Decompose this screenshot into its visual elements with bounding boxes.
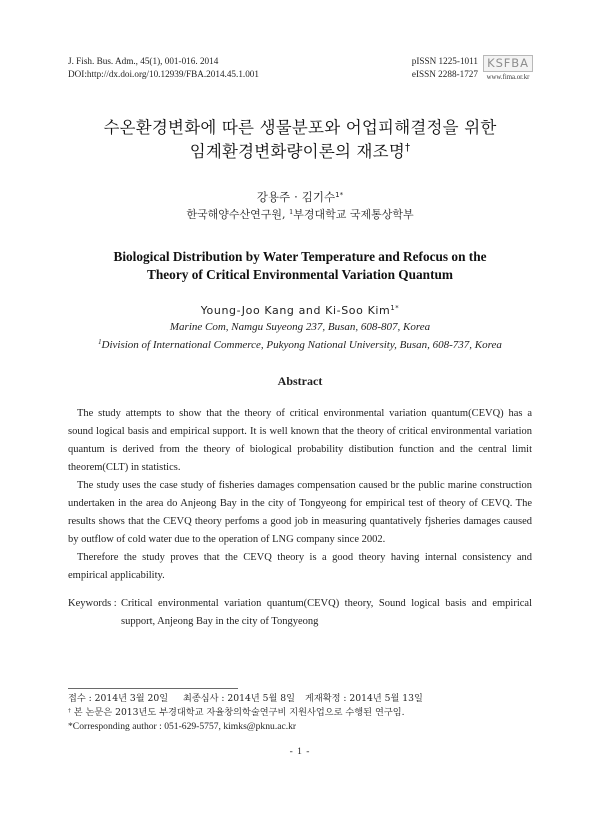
abstract-line: The study attempts to show that the theory of critical environmental variation quantum(CEVQ) has a (77, 408, 532, 419)
abstract-line: undertaken in the area do Anjeong Bay in the city of Tongyeong for empirical test of theory of CEVQ. The (68, 498, 532, 509)
final-review-date: 최종심사 : 2014년 5월 8일 (183, 693, 295, 704)
title-dagger-mark: † (404, 143, 411, 155)
english-affiliation-2-text: Division of International Commerce, Pukyong National University, Busan, 608-737, Korea (101, 339, 502, 351)
author-2-mark: 1* (335, 190, 344, 200)
pissn: pISSN 1225-1011 (411, 56, 478, 66)
footnotes (68, 692, 538, 734)
issn-block (412, 55, 478, 81)
english-affiliations (0, 318, 600, 354)
affiliation-2-mark: 1 (288, 208, 294, 217)
page-number: - 1 - (289, 747, 311, 757)
affiliation-2-korean: 부경대학교 국제통상학부 (293, 208, 414, 221)
footnote-divider (68, 688, 238, 689)
english-authors (0, 303, 600, 319)
korean-title-line-2-text: 임계환경변화량이론의 재조명 (189, 142, 405, 161)
funding-text: 본 논문은 2013년도 부경대학교 자율창의학술연구비 지원사업으로 수행된 연구임. (73, 707, 405, 718)
english-title (0, 248, 600, 284)
abstract-line: Therefore the study proves that the CEVQ theory is a good theory having internal consistency and (77, 552, 532, 563)
abstract-line: by outflow of cold water due to the operation of LNG company since 2002. (68, 534, 386, 545)
accepted-date: 게재확정 : 2014년 5월 13일 (305, 693, 423, 704)
corresponding-author: *Corresponding author : 051-629-5757, kimks@pknu.ac.kr (68, 721, 297, 732)
abstract-line: results shows that the CEVQ theory perfoms a good job in measuring quantatively fjsheries damages caused (68, 516, 532, 527)
english-title-line-2: Theory of Critical Environmental Variation Quantum (147, 267, 453, 282)
english-affiliation-1: Marine Com, Namgu Suyeong 237, Busan, 608-807, Korea (169, 321, 431, 333)
abstract-line: sound logical basis and empirical support. It is well known that the theory of critical environmental variation (68, 426, 532, 437)
journal-website[interactable]: www.fima.or.kr (486, 74, 530, 81)
keywords-list (121, 595, 532, 631)
korean-title-line-1: 수온환경변화에 따른 생물분포와 어업피해결정을 위한 (103, 118, 497, 137)
abstract-line: empirical applicability. (68, 570, 165, 581)
keywords-label: Keywords : (68, 598, 117, 609)
english-affiliation-2 (0, 336, 600, 354)
korean-affiliations (0, 208, 600, 222)
english-author-mark: 1* (390, 304, 400, 313)
author-separator: · (294, 190, 298, 204)
affiliation-1-korean: 한국해양수산연구원, (186, 208, 286, 221)
journal-header (68, 55, 259, 81)
english-author-names: Young-Joo Kang and Ki-Soo Kim (200, 304, 391, 317)
received-date: 접수 : 2014년 3월 20일 (68, 693, 169, 704)
korean-authors (0, 190, 600, 204)
korean-title (0, 116, 600, 164)
author-2-korean: 김기수 (301, 190, 336, 204)
funding-dagger-mark: † (68, 707, 71, 714)
funding-note (68, 706, 538, 720)
eissn: eISSN 2288-1727 (411, 69, 478, 79)
english-affiliation-2-mark: 1 (98, 339, 102, 347)
keywords-line: Critical environmental variation quantum(CEVQ) theory, Sound logical basis and empirical (121, 598, 532, 609)
submission-dates (68, 692, 538, 706)
abstract-body (68, 405, 532, 585)
abstract-line: The study uses the case study of fisheries damages compensation caused br the public marine construction (77, 480, 532, 491)
korean-title-line-2 (0, 140, 600, 164)
english-title-line-1: Biological Distribution by Water Temperature and Refocus on the (113, 249, 487, 264)
abstract-line: quantum is derived from the theory of biological probability distibution function and the central limit (68, 444, 532, 455)
keywords-line: support, Anjeong Bay in the city of Tongyeong (121, 616, 319, 627)
journal-citation: J. Fish. Bus. Adm., 45(1), 001-016. 2014 (68, 56, 219, 66)
abstract-line: theorem(CLT) in statistics. (68, 462, 181, 473)
abstract-heading: Abstract (277, 374, 323, 388)
ksfba-logo: KSFBA (483, 55, 533, 72)
doi-link[interactable]: DOI:http://dx.doi.org/10.12939/FBA.2014.45.1.001 (68, 69, 259, 79)
author-1-korean: 강용주 (256, 190, 291, 204)
